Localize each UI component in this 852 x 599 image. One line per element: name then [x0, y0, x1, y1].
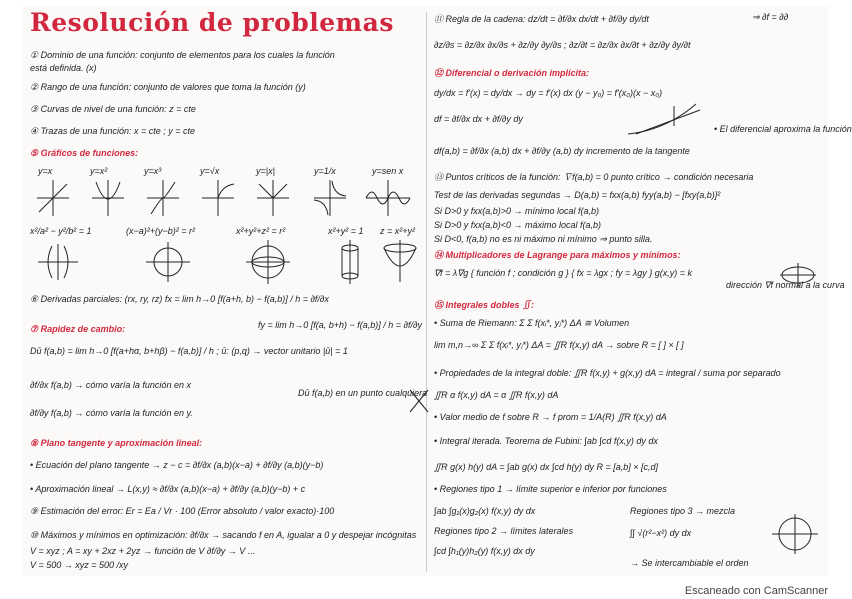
- section-11-b: ∂z/∂s = ∂z/∂x ∂x/∂s + ∂z/∂y ∂y/∂s ; ∂z/∂t = ∂z/∂x ∂x/∂t + ∂z/∂y ∂y/∂t: [434, 40, 691, 50]
- section-12-c: df = ∂f/∂x dx + ∂f/∂y dy: [434, 114, 523, 124]
- section-15-h: ∬R g(x) h(y) dA = ∫ab g(x) dx ∫cd h(y) dy R = [a,b] × [c,d]: [434, 462, 659, 472]
- level-curve-sketch: [778, 262, 818, 288]
- graph-label-4: y=√x: [200, 166, 220, 176]
- section-15-m: Regiones tipo 3 → mezcla: [630, 506, 736, 516]
- page-title: Resolución de problemas: [30, 8, 394, 37]
- section-13-b: Test de las derivadas segundas → D(a,b) = fxx(a,b) fyy(a,b) − [fxy(a,b)]²: [434, 190, 721, 200]
- section-11: ⑪ Regla de la cadena: dz/dt = ∂f/∂x dx/dt + ∂f/∂y dy/dt: [434, 14, 649, 24]
- graph-label-2: y=x²: [90, 166, 108, 176]
- section-7-c: ∂f/∂x f(a,b) → cómo varía la función en x: [30, 380, 191, 390]
- surface-sketches: [28, 238, 432, 286]
- graph-label-6: y=1/x: [314, 166, 336, 176]
- section-4: ④ Trazas de una función: x = cte ; y = cte: [30, 126, 195, 136]
- function-graph-sketches: [28, 176, 432, 220]
- section-13-c: Si D>0 y fxx(a,b)>0 → mínimo local f(a,b): [434, 206, 600, 216]
- section-12-d: • El diferencial aproxima la función: [714, 124, 852, 134]
- section-10-b: V = xyz ; A = xy + 2xz + 2yz → función de V ∂f/∂y → V ...: [30, 546, 256, 556]
- section-15-k: Regiones tipo 2 → límites laterales: [434, 526, 574, 536]
- section-15-d: • Propiedades de la integral doble: ∬R f(x,y) + g(x,y) dA = integral / suma por separado: [434, 368, 781, 378]
- section-15-i: • Regiones tipo 1 → límite superior e inferior por funciones: [434, 484, 667, 494]
- section-1: ① Dominio de una función: conjunto de elementos para los cuales la función: [30, 50, 335, 60]
- section-15-o: → Se intercambiable el orden: [630, 558, 749, 568]
- section-12-e: df(a,b) = ∂f/∂x (a,b) dx + ∂f/∂y (a,b) dy incremento de la tangente: [434, 146, 690, 156]
- graph-label-1: y=x: [38, 166, 53, 176]
- section-8-c: • Aproximación lineal → L(x,y) ≈ ∂f/∂x (a,b)(x−a) + ∂f/∂y (a,b)(y−b) + c: [30, 484, 306, 494]
- section-7-d: ∂f/∂y f(a,b) → cómo varía la función en y.: [30, 408, 193, 418]
- section-8: ⑧ Plano tangente y aproximación lineal:: [30, 438, 203, 448]
- scanner-watermark: Escaneado con CamScanner: [684, 585, 828, 597]
- section-14: ⑭ Multiplicadores de Lagrange para máximos y mínimos:: [434, 250, 681, 260]
- section-13: ⑬ Puntos críticos de la función: ∇f(a,b) = 0 punto crítico → condición necesaria: [434, 172, 754, 182]
- section-3: ③ Curvas de nivel de una función: z = cte: [30, 104, 196, 114]
- section-13-d: Si D>0 y fxx(a,b)<0 → máximo local f(a,b): [434, 220, 602, 230]
- section-15-j: ∫ab ∫g₁(x)g₂(x) f(x,y) dy dx: [434, 506, 536, 516]
- graph-label-3: y=x³: [144, 166, 162, 176]
- section-15-e: ∬R α f(x,y) dA = α ∬R f(x,y) dA: [434, 390, 559, 400]
- section-15-l: ∫cd ∫h₁(y)h₂(y) f(x,y) dx dy: [434, 546, 535, 556]
- graph-label-5: y=|x|: [256, 166, 275, 176]
- section-15-n: ∫∫ √(r²−x²) dy dx: [630, 528, 692, 538]
- section-7: ⑦ Rapidez de cambio:: [30, 324, 126, 334]
- section-15-c: lim m,n→∞ Σ Σ f(xᵢ*, yⱼ*) ΔA = ∬R f(x,y) dA → sobre R = [ ] × [ ]: [434, 340, 684, 350]
- section-13-e: Si D<0, f(a,b) no es ni máximo ni mínimo ⇒ punto silla.: [434, 234, 653, 244]
- scanned-sheet: [22, 6, 852, 576]
- section-1-b: está definida. (x): [30, 63, 97, 73]
- section-8-b: • Ecuación del plano tangente → z − c = ∂f/∂x (a,b)(x−a) + ∂f/∂y (a,b)(y−b): [30, 460, 324, 470]
- section-12-b: dy/dx = f'(x) = dy/dx → dy = f'(x) dx (y − y₀) = f'(x₀)(x − x₀): [434, 88, 663, 98]
- top-right-note: ⇒ ∂f = ∂∂: [752, 12, 789, 22]
- surface-label-1: x²/a² − y²/b² = 1: [30, 226, 92, 236]
- direction-arrows-sketch: [408, 388, 430, 414]
- section-6: ⑥ Derivadas parciales: (rx, ry, rz) fx = lim h→0 [f(a+h, b) − f(a,b)] / h = ∂f/∂x: [30, 294, 329, 304]
- section-10-c: V = 500 → xyz = 500 /xy: [30, 560, 129, 570]
- section-15: ⑮ Integrales dobles ∬:: [434, 300, 535, 310]
- section-12: ⑫ Diferencial o derivación implícita:: [434, 68, 590, 78]
- surface-label-4: x²+y² = 1: [328, 226, 364, 236]
- section-7-e: Dū f(a,b) en un punto cualquiera: [298, 388, 428, 398]
- section-15-g: • Integral iterada. Teorema de Fubini: ∫ab ∫cd f(x,y) dy dx: [434, 436, 658, 446]
- tangent-sketch: [626, 100, 706, 136]
- section-15-f: • Valor medio de f sobre R → f prom = 1/A(R) ∬R f(x,y) dA: [434, 412, 667, 422]
- graph-label-7: y=sen x: [372, 166, 404, 176]
- surface-label-3: x²+y²+z² = r²: [236, 226, 286, 236]
- section-15-b: • Suma de Riemann: Σ Σ f(xᵢ*, yⱼ*) ΔA ≅ Volumen: [434, 318, 630, 328]
- section-10: ⑩ Máximos y mínimos en optimización: ∂f/∂x → sacando f en A, igualar a 0 y despejar incógnitas: [30, 530, 417, 540]
- surface-label-5: z = x²+y²: [380, 226, 416, 236]
- surface-label-2: (x−a)²+(y−b)² = r²: [126, 226, 196, 236]
- section-6-b: fy = lim h→0 [f(a, b+h) − f(a,b)] / h = ∂f/∂y: [258, 320, 422, 330]
- region-circle-sketch: [770, 512, 820, 556]
- section-2: ② Rango de una función: conjunto de valores que toma la función (y): [30, 82, 306, 92]
- section-14-c: dirección ∇f normal a la curva: [726, 280, 845, 290]
- column-divider: [426, 12, 427, 572]
- section-5: ⑤ Gráficos de funciones:: [30, 148, 139, 158]
- section-9: ⑨ Estimación del error: Er = Ea / Vr · 100 (Error absoluto / valor exacto)·100: [30, 506, 335, 516]
- section-7-b: Dū f(a,b) = lim h→0 [f(a+hα, b+hβ) − f(a,b)] / h ; ū: (p,q) → vector unitario |ū| = 1: [30, 346, 348, 356]
- section-14-b: ∇f = λ∇g { función f ; condición g } { fx = λgx ; fy = λgy } g(x,y) = k: [434, 268, 692, 278]
